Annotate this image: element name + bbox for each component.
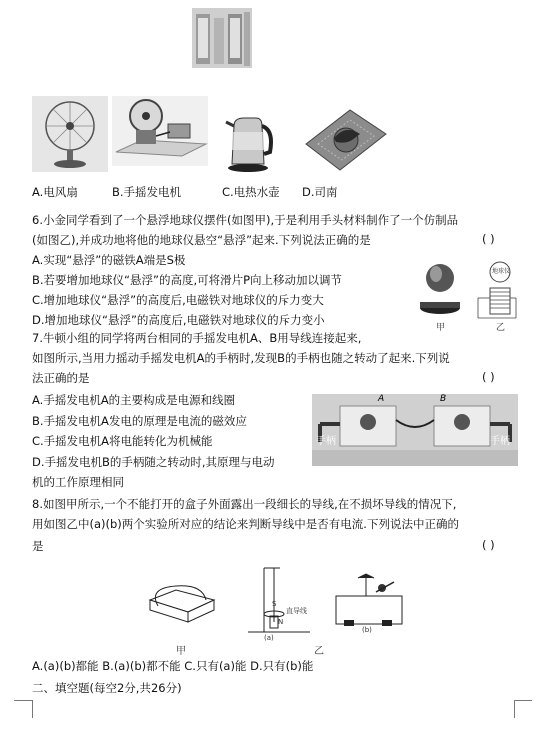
q8-box-with-wire-figure bbox=[146, 580, 218, 628]
electric-kettle-photo bbox=[222, 112, 276, 174]
q7-option-a: A.手摇发电机A的主要构成是电源和线圈 bbox=[32, 393, 236, 407]
top-option-c: C.电热水壶 bbox=[222, 185, 280, 199]
q8-experiment-a-figure bbox=[240, 562, 316, 640]
section-two-heading: 二、填空题(每空2分,共26分) bbox=[32, 681, 182, 695]
q6-figure-label-yi: 乙 bbox=[496, 323, 506, 333]
q8-experiment-b-label: (b) bbox=[362, 626, 372, 634]
q7-answer-paren: ( ) bbox=[482, 370, 495, 384]
q7-handle-label-left: 手柄 bbox=[316, 436, 336, 447]
q7-stem-line1: 7.牛顿小组的同学将两台相同的手摇发电机A、B用导线连接起来, bbox=[32, 331, 362, 345]
hand-generator-photo bbox=[112, 96, 208, 166]
q8-straight-wire-label: 直导线 bbox=[286, 607, 307, 615]
crop-mark-bottom-right-h bbox=[514, 700, 532, 701]
q7-stem-line3: 法正确的是 bbox=[32, 371, 90, 385]
top-option-b: B.手摇发电机 bbox=[112, 185, 182, 199]
q6-option-c: C.增加地球仪“悬浮”的高度后,电磁铁对地球仪的斥力变大 bbox=[32, 293, 324, 307]
q8-figure-label-yi: 乙 bbox=[314, 646, 324, 657]
q6-answer-paren: ( ) bbox=[482, 232, 495, 246]
crop-mark-bottom-left-h bbox=[14, 700, 32, 701]
crop-mark-bottom-right bbox=[514, 700, 533, 718]
q6-globe-label: 地球仪 bbox=[492, 268, 511, 275]
q7-two-generators-figure bbox=[312, 394, 518, 466]
q8-stem-line1: 8.如图甲所示,一个不能打开的盒子外面露出一段细长的导线,在不损坏导线的情况下, bbox=[32, 497, 457, 511]
q8-magnet-s-label: S bbox=[272, 600, 277, 608]
q8-options: A.(a)(b)都能 B.(a)(b)都不能 C.只有(a)能 D.只有(b)能 bbox=[32, 659, 314, 673]
q8-stem-line2: 用如图乙中(a)(b)两个实验所对应的结论来判断导线中是否有电流.下列说法中正确的 bbox=[32, 517, 459, 531]
q6-option-a: A.实现“悬浮”的磁铁A端是S极 bbox=[32, 253, 186, 267]
q7-option-c: C.手摇发电机A将电能转化为机械能 bbox=[32, 434, 213, 448]
top-option-d: D.司南 bbox=[302, 185, 338, 199]
q7-option-d-line1: D.手摇发电机B的手柄随之转动时,其原理与电动 bbox=[32, 455, 275, 469]
crop-mark-bottom-left bbox=[14, 700, 33, 718]
q7-generator-b-label: B bbox=[440, 394, 447, 404]
q6-stem-line1: 6.小金同学看到了一个悬浮地球仪摆件(如图甲),于是利用手头材料制作了一个仿制品 bbox=[32, 213, 459, 227]
q6-option-d: D.增加地球仪“悬浮”的高度后,电磁铁对地球仪的斥力变小 bbox=[32, 313, 325, 327]
q7-generator-a-label: A bbox=[378, 394, 385, 404]
q8-answer-paren: ( ) bbox=[482, 538, 495, 552]
electric-fan-photo bbox=[32, 96, 108, 172]
q7-option-d-line2: 机的工作原理相同 bbox=[32, 475, 124, 489]
q7-option-b: B.手摇发电机A发电的原理是电流的磁效应 bbox=[32, 414, 247, 428]
q8-experiment-a-label: (a) bbox=[264, 634, 274, 642]
top-photo-security-gate bbox=[192, 8, 252, 68]
q7-handle-label-right: 手柄 bbox=[490, 436, 510, 447]
compass-sinan-photo bbox=[300, 104, 390, 174]
q8-stem-line3: 是 bbox=[32, 539, 44, 553]
q6-figure-label-jia: 甲 bbox=[436, 323, 446, 333]
q6-levitating-globe-figure bbox=[416, 258, 526, 336]
q6-option-b: B.若要增加地球仪“悬浮”的高度,可将滑片P向上移动加以调节 bbox=[32, 273, 343, 287]
q6-stem-line2: (如图乙),并成功地将他的地球仪悬空“悬浮”起来.下列说法正确的是 bbox=[32, 233, 371, 247]
q8-experiment-b-figure bbox=[330, 570, 408, 638]
q8-figure-label-jia: 甲 bbox=[176, 646, 186, 657]
q7-stem-line2: 如图所示,当用力摇动手摇发电机A的手柄时,发现B的手柄也随之转动了起来.下列说 bbox=[32, 351, 450, 365]
q8-magnet-n-label: N bbox=[278, 618, 284, 626]
top-option-a: A.电风扇 bbox=[32, 185, 78, 199]
